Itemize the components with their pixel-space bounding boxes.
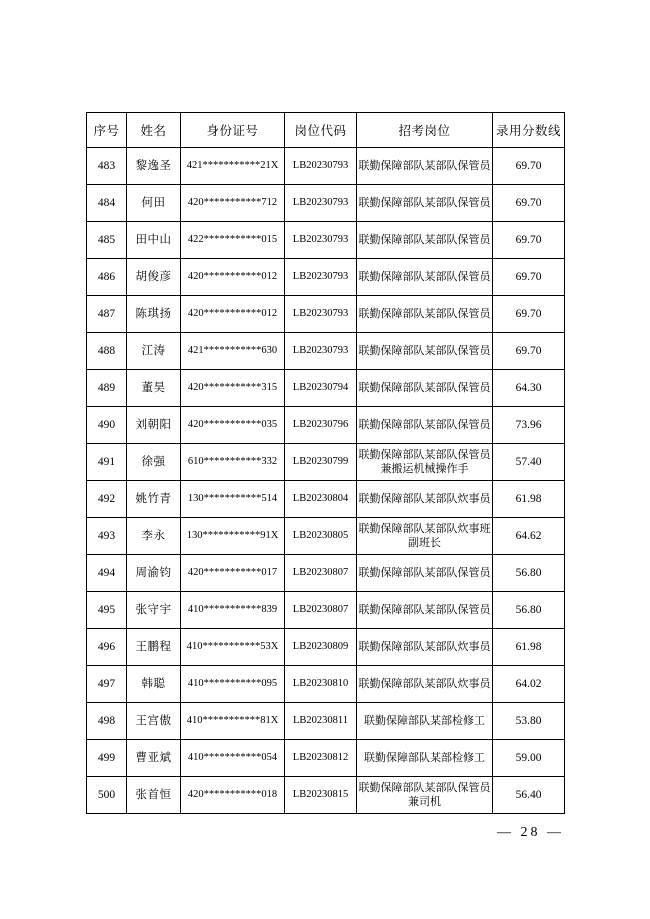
roster-table (86, 112, 565, 814)
cell-id: 420***********012 (181, 259, 285, 296)
cell-score: 69.70 (493, 333, 565, 370)
cell-name: 徐强 (127, 444, 181, 481)
cell-score: 53.80 (493, 703, 565, 740)
cell-name: 江涛 (127, 333, 181, 370)
cell-score: 73.96 (493, 407, 565, 444)
cell-seq: 490 (87, 407, 127, 444)
cell-post: 联勤保障部队某部队炊事员 (357, 666, 493, 703)
cell-score: 56.80 (493, 555, 565, 592)
cell-code: LB20230793 (285, 222, 357, 259)
cell-code: LB20230807 (285, 592, 357, 629)
cell-score: 69.70 (493, 185, 565, 222)
table-row (87, 518, 565, 555)
cell-seq: 495 (87, 592, 127, 629)
cell-seq: 494 (87, 555, 127, 592)
cell-code: LB20230804 (285, 481, 357, 518)
cell-post: 联勤保障部队某部队保管员 (357, 259, 493, 296)
cell-post: 联勤保障部队某部队保管员 (357, 555, 493, 592)
cell-id: 410***********054 (181, 740, 285, 777)
table-row (87, 407, 565, 444)
cell-score: 64.62 (493, 518, 565, 555)
cell-id: 410***********81X (181, 703, 285, 740)
cell-name: 李永 (127, 518, 181, 555)
cell-seq: 484 (87, 185, 127, 222)
column-header-id: 身份证号 (181, 113, 285, 148)
cell-name: 何田 (127, 185, 181, 222)
cell-name: 周渝钧 (127, 555, 181, 592)
cell-score: 59.00 (493, 740, 565, 777)
cell-id: 410***********839 (181, 592, 285, 629)
cell-post: 联勤保障部队某部队保管员 (357, 185, 493, 222)
cell-code: LB20230812 (285, 740, 357, 777)
cell-code: LB20230793 (285, 148, 357, 185)
cell-id: 610***********332 (181, 444, 285, 481)
cell-code: LB20230794 (285, 370, 357, 407)
cell-score: 61.98 (493, 629, 565, 666)
cell-id: 130***********514 (181, 481, 285, 518)
cell-name: 田中山 (127, 222, 181, 259)
cell-score: 69.70 (493, 259, 565, 296)
cell-id: 420***********035 (181, 407, 285, 444)
cell-post: 联勤保障部队某部队炊事班副班长 (357, 518, 493, 555)
cell-code: LB20230810 (285, 666, 357, 703)
cell-id: 421***********630 (181, 333, 285, 370)
cell-post: 联勤保障部队某部队保管员兼搬运机械操作手 (357, 444, 493, 481)
cell-seq: 493 (87, 518, 127, 555)
table-row (87, 666, 565, 703)
page-number: — 28 — (497, 825, 564, 840)
table-row (87, 629, 565, 666)
cell-code: LB20230793 (285, 333, 357, 370)
cell-name: 韩聪 (127, 666, 181, 703)
cell-post: 联勤保障部队某部队保管员 (357, 592, 493, 629)
cell-code: LB20230793 (285, 296, 357, 333)
table-row (87, 481, 565, 518)
cell-name: 曹亚斌 (127, 740, 181, 777)
table-row (87, 333, 565, 370)
cell-code: LB20230811 (285, 703, 357, 740)
column-header-name: 姓名 (127, 113, 181, 148)
table-header (87, 113, 565, 148)
cell-code: LB20230805 (285, 518, 357, 555)
cell-name: 张守宇 (127, 592, 181, 629)
cell-name: 王鹏程 (127, 629, 181, 666)
table-row (87, 592, 565, 629)
cell-seq: 498 (87, 703, 127, 740)
cell-seq: 499 (87, 740, 127, 777)
cell-score: 69.70 (493, 148, 565, 185)
cell-id: 420***********012 (181, 296, 285, 333)
column-header-code: 岗位代码 (285, 113, 357, 148)
cell-name: 黎逸圣 (127, 148, 181, 185)
cell-post: 联勤保障部队某部队保管员 (357, 222, 493, 259)
table-row (87, 740, 565, 777)
cell-name: 刘朝阳 (127, 407, 181, 444)
cell-code: LB20230809 (285, 629, 357, 666)
cell-score: 64.02 (493, 666, 565, 703)
cell-post: 联勤保障部队某部队炊事员 (357, 481, 493, 518)
table-row (87, 185, 565, 222)
cell-score: 57.40 (493, 444, 565, 481)
table-header-row (87, 113, 565, 148)
cell-score: 69.70 (493, 296, 565, 333)
column-header-seq: 序号 (87, 113, 127, 148)
cell-score: 69.70 (493, 222, 565, 259)
table-row (87, 777, 565, 814)
table-row (87, 370, 565, 407)
column-header-post: 招考岗位 (357, 113, 493, 148)
cell-seq: 488 (87, 333, 127, 370)
cell-post: 联勤保障部队某部队保管员 (357, 407, 493, 444)
cell-name: 张首恒 (127, 777, 181, 814)
cell-name: 陈琪扬 (127, 296, 181, 333)
table-body (87, 148, 565, 814)
cell-score: 61.98 (493, 481, 565, 518)
cell-post: 联勤保障部队某部队保管员兼司机 (357, 777, 493, 814)
cell-name: 胡俊彦 (127, 259, 181, 296)
table-row (87, 259, 565, 296)
cell-code: LB20230793 (285, 259, 357, 296)
cell-id: 410***********095 (181, 666, 285, 703)
cell-id: 410***********53X (181, 629, 285, 666)
roster-table-container (86, 112, 564, 814)
cell-id: 420***********315 (181, 370, 285, 407)
cell-post: 联勤保障部队某部队保管员 (357, 370, 493, 407)
table-row (87, 444, 565, 481)
cell-seq: 500 (87, 777, 127, 814)
cell-post: 联勤保障部队某部队保管员 (357, 333, 493, 370)
cell-seq: 497 (87, 666, 127, 703)
cell-seq: 487 (87, 296, 127, 333)
cell-score: 56.80 (493, 592, 565, 629)
cell-post: 联勤保障部队某部队保管员 (357, 296, 493, 333)
cell-name: 王宫傲 (127, 703, 181, 740)
cell-id: 421***********21X (181, 148, 285, 185)
cell-id: 420***********712 (181, 185, 285, 222)
cell-seq: 491 (87, 444, 127, 481)
cell-seq: 485 (87, 222, 127, 259)
cell-seq: 486 (87, 259, 127, 296)
cell-name: 姚竹青 (127, 481, 181, 518)
table-row (87, 703, 565, 740)
table-row (87, 148, 565, 185)
cell-seq: 489 (87, 370, 127, 407)
table-row (87, 555, 565, 592)
cell-score: 64.30 (493, 370, 565, 407)
cell-code: LB20230807 (285, 555, 357, 592)
cell-id: 130***********91X (181, 518, 285, 555)
cell-code: LB20230815 (285, 777, 357, 814)
column-header-score: 录用分数线 (493, 113, 565, 148)
table-row (87, 222, 565, 259)
cell-code: LB20230793 (285, 185, 357, 222)
cell-name: 董昊 (127, 370, 181, 407)
cell-seq: 496 (87, 629, 127, 666)
cell-seq: 492 (87, 481, 127, 518)
cell-post: 联勤保障部队某部检修工 (357, 703, 493, 740)
table-row (87, 296, 565, 333)
cell-id: 422***********015 (181, 222, 285, 259)
cell-code: LB20230796 (285, 407, 357, 444)
cell-id: 420***********018 (181, 777, 285, 814)
cell-code: LB20230799 (285, 444, 357, 481)
cell-post: 联勤保障部队某部检修工 (357, 740, 493, 777)
cell-seq: 483 (87, 148, 127, 185)
cell-score: 56.40 (493, 777, 565, 814)
cell-post: 联勤保障部队某部队炊事员 (357, 629, 493, 666)
cell-id: 420***********017 (181, 555, 285, 592)
cell-post: 联勤保障部队某部队保管员 (357, 148, 493, 185)
